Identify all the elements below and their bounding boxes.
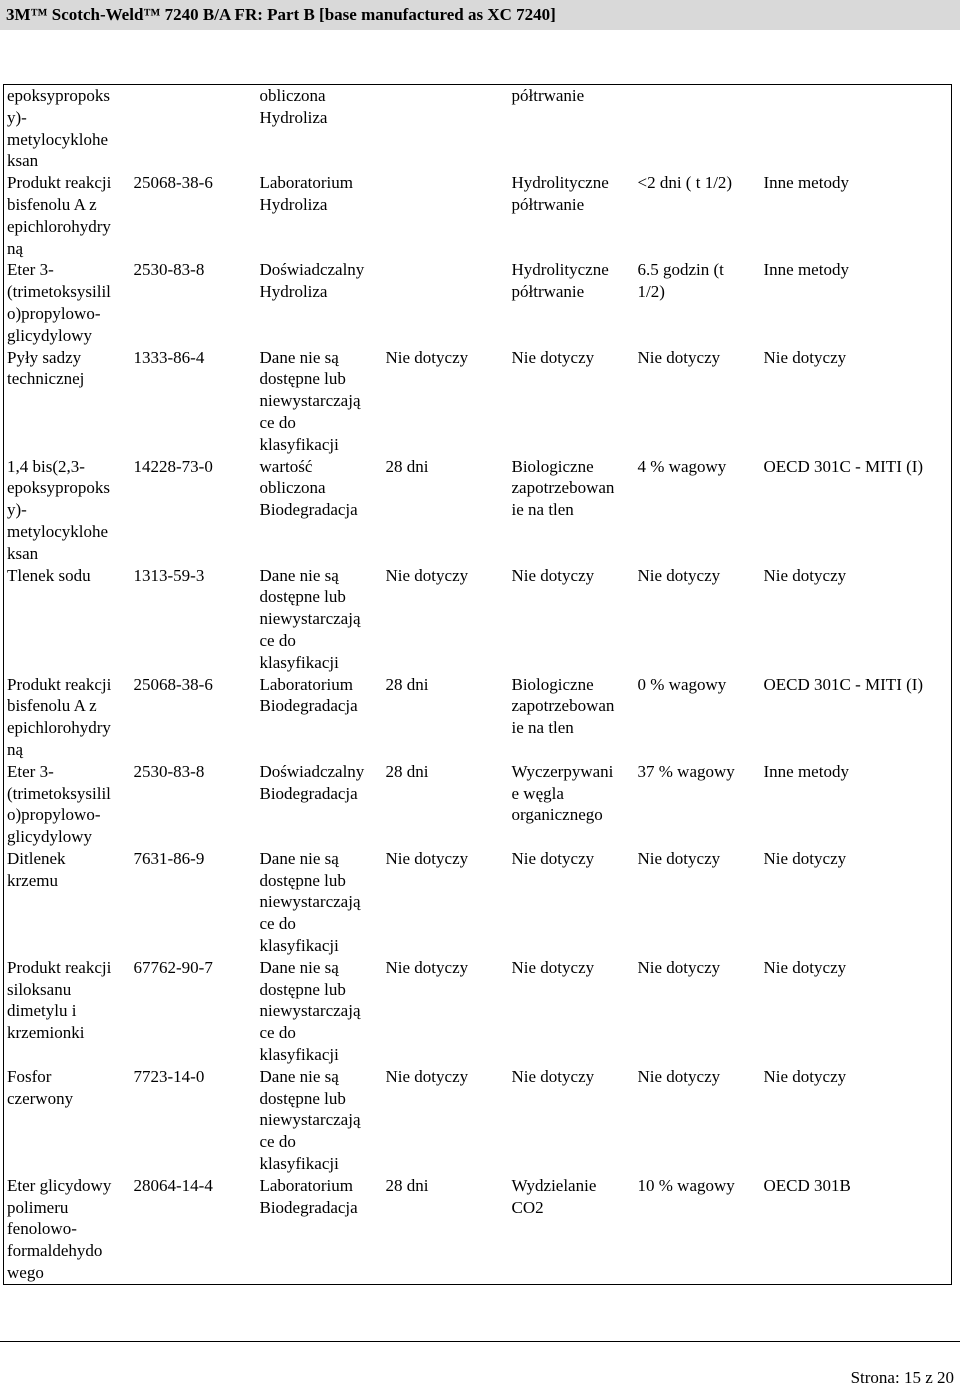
cell-cas: 1333-86-4 — [133, 347, 205, 367]
cell-duration: 28 dni — [385, 674, 429, 694]
cell-substance: epoksypropoks y)- metylocyklohe ksan — [7, 86, 110, 171]
cell-substance: Produkt reakcji bisfenolu A z epichlorohydry ną — [7, 173, 112, 258]
cell-result: 0 % wagowy — [637, 674, 727, 694]
cell-protocol: Inne metody — [763, 761, 849, 781]
cell-protocol: Inne metody — [763, 173, 849, 193]
header-bar — [0, 0, 960, 30]
table-body — [4, 85, 952, 1285]
cell-method: Doświadczalny Biodegradacja — [259, 761, 365, 803]
cell-cas: 67762-90-7 — [133, 957, 213, 977]
cell-duration: Nie dotyczy — [385, 848, 469, 868]
cell-protocol: Nie dotyczy — [763, 347, 847, 367]
cell-method: Dane nie są dostępne lub niewystarczają ce do klasyfikacji — [259, 347, 361, 454]
cell-type: Nie dotyczy — [511, 848, 595, 868]
document-title: 3M™ Scotch-Weld™ 7240 B/A FR: Part B [base manufactured as XC 7240] — [6, 5, 556, 24]
cell-result: Nie dotyczy — [637, 565, 721, 585]
cell-duration — [383, 172, 509, 259]
cell-type: Hydrolityczne półtrwanie — [511, 260, 609, 302]
table-row — [4, 848, 952, 957]
cell-type: półtrwanie — [511, 86, 585, 105]
table-row — [4, 957, 952, 1066]
cell-duration: 28 dni — [385, 1175, 429, 1195]
cell-type: Hydrolityczne półtrwanie — [511, 173, 609, 214]
ecotox-table — [3, 84, 952, 1285]
cell-result: <2 dni ( t 1/2) — [637, 173, 733, 193]
table-row — [4, 761, 952, 848]
cell-result: 37 % wagowy — [637, 761, 735, 781]
cell-type: Nie dotyczy — [511, 565, 595, 585]
cell-method: Dane nie są dostępne lub niewystarczają ce do klasyfikacji — [259, 565, 361, 672]
table-row — [4, 172, 952, 259]
cell-type: Wyczerpywani e węgla organicznego — [511, 761, 614, 825]
cell-type: Biologiczne zapotrzebowan ie na tlen — [511, 674, 615, 738]
cell-type: Nie dotyczy — [511, 957, 595, 977]
cell-type: Wydzielanie CO2 — [511, 1175, 597, 1217]
cell-result: 10 % wagowy — [637, 1175, 735, 1195]
cell-substance: Produkt reakcji bisfenolu A z epichlorohydry ną — [7, 674, 112, 759]
cell-protocol: OECD 301C - MITI (I) — [763, 456, 924, 476]
cell-protocol: Nie dotyczy — [763, 957, 847, 977]
cell-result — [635, 85, 761, 173]
cell-type: Biologiczne zapotrzebowan ie na tlen — [511, 456, 615, 520]
cell-method: Doświadczalny Hydroliza — [259, 260, 365, 302]
cell-result: Nie dotyczy — [637, 347, 721, 367]
cell-cas: 25068-38-6 — [133, 173, 213, 193]
cell-cas: 2530-83-8 — [133, 260, 205, 280]
cell-method: Laboratorium Hydroliza — [259, 173, 353, 214]
cell-protocol: Nie dotyczy — [763, 565, 847, 585]
cell-result: 6.5 godzin (t 1/2) — [637, 260, 724, 302]
cell-duration: Nie dotyczy — [385, 957, 469, 977]
cell-duration: 28 dni — [385, 761, 429, 781]
cell-result: 4 % wagowy — [637, 456, 727, 476]
cell-protocol: Nie dotyczy — [763, 848, 847, 868]
cell-result: Nie dotyczy — [637, 848, 721, 868]
cell-substance: Fosfor czerwony — [7, 1066, 74, 1108]
cell-cas: 2530-83-8 — [133, 761, 205, 781]
cell-method: Dane nie są dostępne lub niewystarczają ce do klasyfikacji — [259, 848, 361, 956]
cell-duration: Nie dotyczy — [385, 347, 469, 367]
cell-duration: Nie dotyczy — [385, 1066, 469, 1086]
cell-cas: 1313-59-3 — [133, 565, 205, 585]
table-row — [4, 347, 952, 456]
cell-protocol: Inne metody — [763, 260, 849, 280]
table-row — [4, 259, 952, 346]
cell-type: Nie dotyczy — [511, 1066, 595, 1086]
cell-substance: 1,4 bis(2,3- epoksypropoks y)- metylocyklohe ksan — [7, 456, 110, 563]
table-row — [4, 85, 952, 173]
footer-divider — [0, 1341, 960, 1342]
cell-cas: 14228-73-0 — [133, 456, 213, 476]
cell-duration: Nie dotyczy — [385, 565, 469, 585]
cell-protocol: OECD 301B — [763, 1175, 851, 1195]
cell-protocol: OECD 301C - MITI (I) — [763, 674, 924, 694]
cell-substance: Eter 3- (trimetoksysilil o)propylowo- glicydylowy — [7, 761, 111, 847]
cell-cas: 28064-14-4 — [133, 1175, 213, 1195]
cell-cas: 7631-86-9 — [133, 848, 205, 868]
cell-method: obliczona Hydroliza — [259, 86, 328, 127]
cell-method: wartość obliczona Biodegradacja — [259, 456, 358, 520]
table-row — [4, 1066, 952, 1175]
cell-cas — [131, 85, 257, 173]
cell-cas: 7723-14-0 — [133, 1066, 205, 1086]
cell-cas: 25068-38-6 — [133, 674, 213, 694]
cell-protocol — [761, 85, 952, 173]
cell-method: Dane nie są dostępne lub niewystarczają ce do klasyfikacji — [259, 1066, 361, 1174]
cell-method: Dane nie są dostępne lub niewystarczają ce do klasyfikacji — [259, 957, 361, 1065]
page-number: Strona: 15 z 20 — [850, 1368, 954, 1387]
cell-substance: Eter glicydowy polimeru fenolowo- formaldehydo wego — [7, 1175, 112, 1283]
table-row — [4, 456, 952, 565]
table-row — [4, 565, 952, 674]
cell-result: Nie dotyczy — [637, 957, 721, 977]
cell-method: Laboratorium Biodegradacja — [259, 1175, 358, 1217]
cell-substance: Ditlenek krzemu — [7, 848, 66, 890]
cell-type: Nie dotyczy — [511, 347, 595, 367]
cell-result: Nie dotyczy — [637, 1066, 721, 1086]
cell-duration — [383, 259, 509, 346]
cell-substance: Produkt reakcji siloksanu dimetylu i krzemionki — [7, 957, 112, 1043]
cell-substance: Tlenek sodu — [7, 565, 91, 585]
cell-substance: Pyły sadzy technicznej — [7, 347, 85, 389]
cell-protocol: Nie dotyczy — [763, 1066, 847, 1086]
cell-substance: Eter 3- (trimetoksysilil o)propylowo- glicydylowy — [7, 260, 111, 345]
cell-duration: 28 dni — [385, 456, 429, 476]
table-row — [4, 674, 952, 761]
cell-duration — [383, 85, 509, 173]
table-row — [4, 1175, 952, 1284]
cell-method: Laboratorium Biodegradacja — [259, 674, 358, 716]
